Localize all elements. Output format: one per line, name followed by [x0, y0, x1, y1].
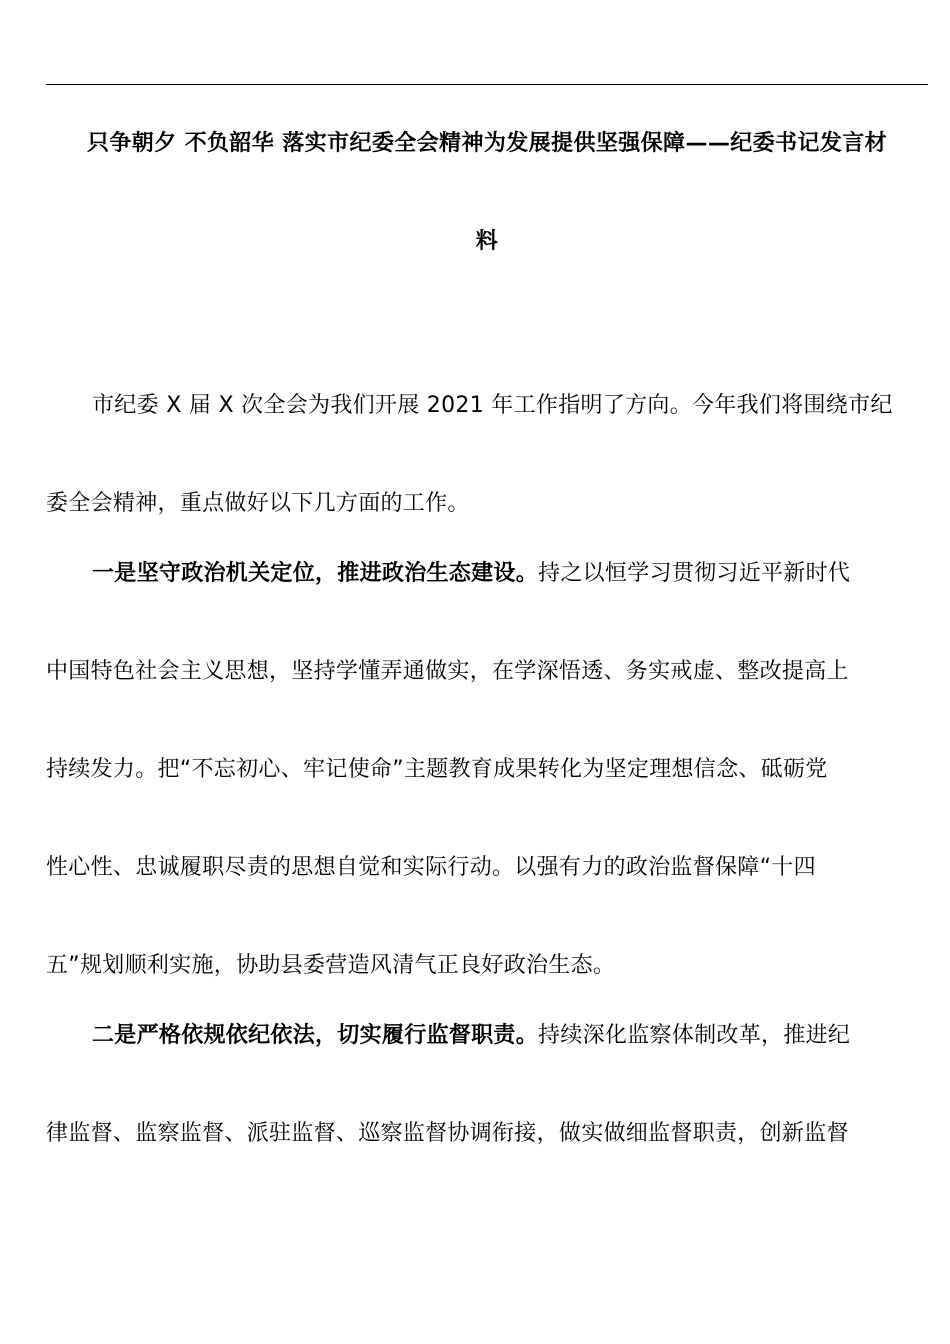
- document-title: [46, 124, 928, 262]
- document-body: [46, 386, 928, 1154]
- paragraph-line: 委全会精神，重点做好以下几方面的工作。: [46, 491, 470, 516]
- paragraph-first-line: [46, 1016, 928, 1056]
- paragraph-line: 市纪委 X 届 X 次全会为我们开展 2021 年工作指明了方向。今年我们将围绕市纪: [92, 393, 893, 418]
- paragraph-first-line: [46, 554, 928, 594]
- paragraph-line: 中国特色社会主义思想，坚持学懂弄通做实，在学深悟透、务实戒虚、整改提高上: [46, 659, 849, 684]
- paragraph-line: 性心性、忠诚履职尽责的思想自觉和实际行动。以强有力的政治监督保障“十四: [46, 855, 816, 880]
- paragraph-point-one: [46, 554, 928, 986]
- header-rule: [46, 84, 928, 85]
- paragraph-line-text: 持续深化监察体制改革，推进纪: [538, 1023, 851, 1048]
- paragraph-lead-heading: 一是坚守政治机关定位，推进政治生态建设。: [92, 561, 539, 586]
- paragraph-lead-heading: 二是严格依规依纪依法，切实履行监督职责。: [92, 1023, 539, 1048]
- paragraph-point-two: [46, 1016, 928, 1154]
- paragraph-line: 持续发力。把“不忘初心、牢记使命”主题教育成果转化为坚定理想信念、砥砺党: [46, 757, 828, 782]
- title-line: 只争朝夕 不负韶华 落实市纪委全会精神为发展提供坚强保障——纪委书记发言材: [86, 131, 888, 156]
- paragraph-line: 律监督、监察监督、派驻监督、巡察监督协调衔接，做实做细监督职责，创新监督: [46, 1121, 849, 1146]
- paragraph-line: 五”规划顺利实施，协助县委营造风清气正良好政治生态。: [46, 953, 616, 978]
- paragraph-intro: [46, 386, 928, 524]
- paragraph-line-text: 持之以恒学习贯彻习近平新时代: [538, 561, 851, 586]
- title-line: 料: [475, 229, 499, 254]
